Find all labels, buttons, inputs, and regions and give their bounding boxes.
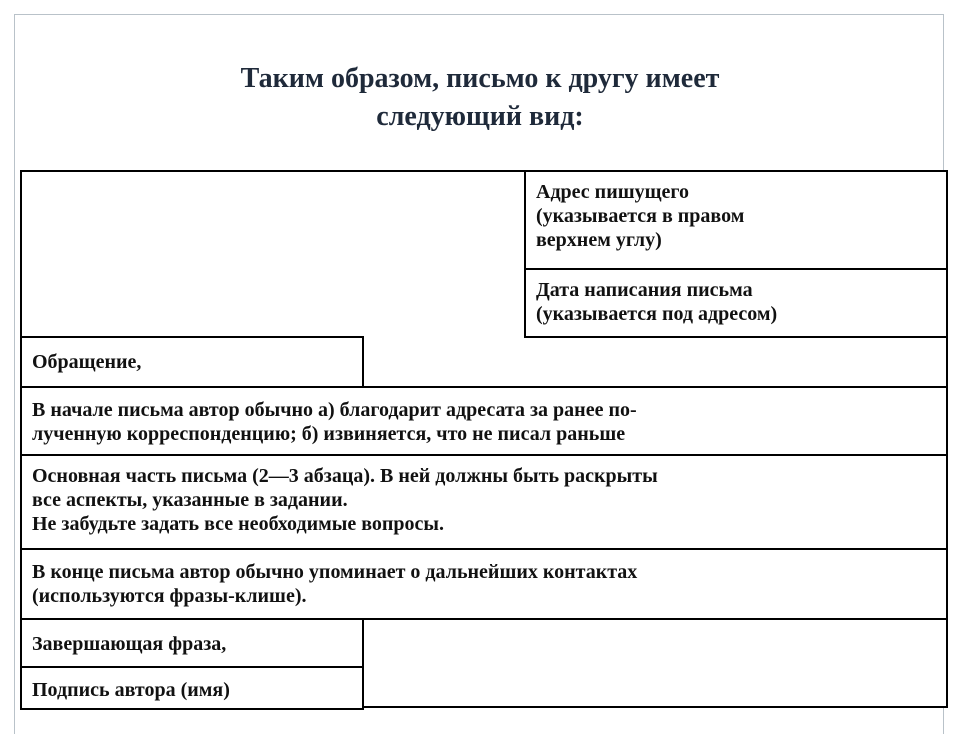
salutation-box bbox=[20, 336, 364, 388]
main-body-box bbox=[20, 454, 948, 550]
ending-line-2: (используются фразы-клише). bbox=[32, 585, 307, 607]
intro-paragraph-box bbox=[20, 386, 948, 456]
signature-box bbox=[20, 666, 364, 710]
slide-title-line-2: следующий вид: bbox=[376, 101, 584, 132]
signature-text: Подпись автора (имя) bbox=[32, 679, 230, 701]
closing-phrase-box bbox=[20, 618, 364, 668]
letter-date-box bbox=[524, 268, 948, 338]
letter-date-line-2: (указывается под адресом) bbox=[536, 303, 778, 325]
sender-address-box bbox=[524, 170, 948, 270]
main-body-line-2: все аспекты, указанные в задании. bbox=[32, 489, 348, 511]
sender-address-line-2: (указывается в правом bbox=[536, 205, 745, 227]
intro-line-2: лученную корреспонденцию; б) извиняется, что не писал раньше bbox=[32, 423, 626, 445]
sender-address-line-1: Адрес пишущего bbox=[536, 181, 689, 203]
slide-title-line-1: Таким образом, письмо к другу имеет bbox=[240, 63, 720, 94]
intro-line-1: В начале письма автор обычно а) благодарит адресата за ранее по- bbox=[32, 399, 637, 421]
main-body-line-1: Основная часть письма (2—3 абзаца). В ней должны быть раскрыты bbox=[32, 465, 658, 487]
sender-address-line-3: верхнем углу) bbox=[536, 229, 662, 251]
ending-line-1: В конце письма автор обычно упоминает о дальнейших контактах bbox=[32, 561, 638, 583]
letter-date-line-1: Дата написания письма bbox=[536, 279, 753, 301]
ending-paragraph-box bbox=[20, 548, 948, 620]
slide-title bbox=[0, 60, 960, 136]
main-body-line-3: Не забудьте задать все необходимые вопросы. bbox=[32, 513, 445, 535]
closing-phrase-text: Завершающая фраза, bbox=[32, 633, 227, 655]
salutation-text: Обращение, bbox=[32, 351, 142, 373]
